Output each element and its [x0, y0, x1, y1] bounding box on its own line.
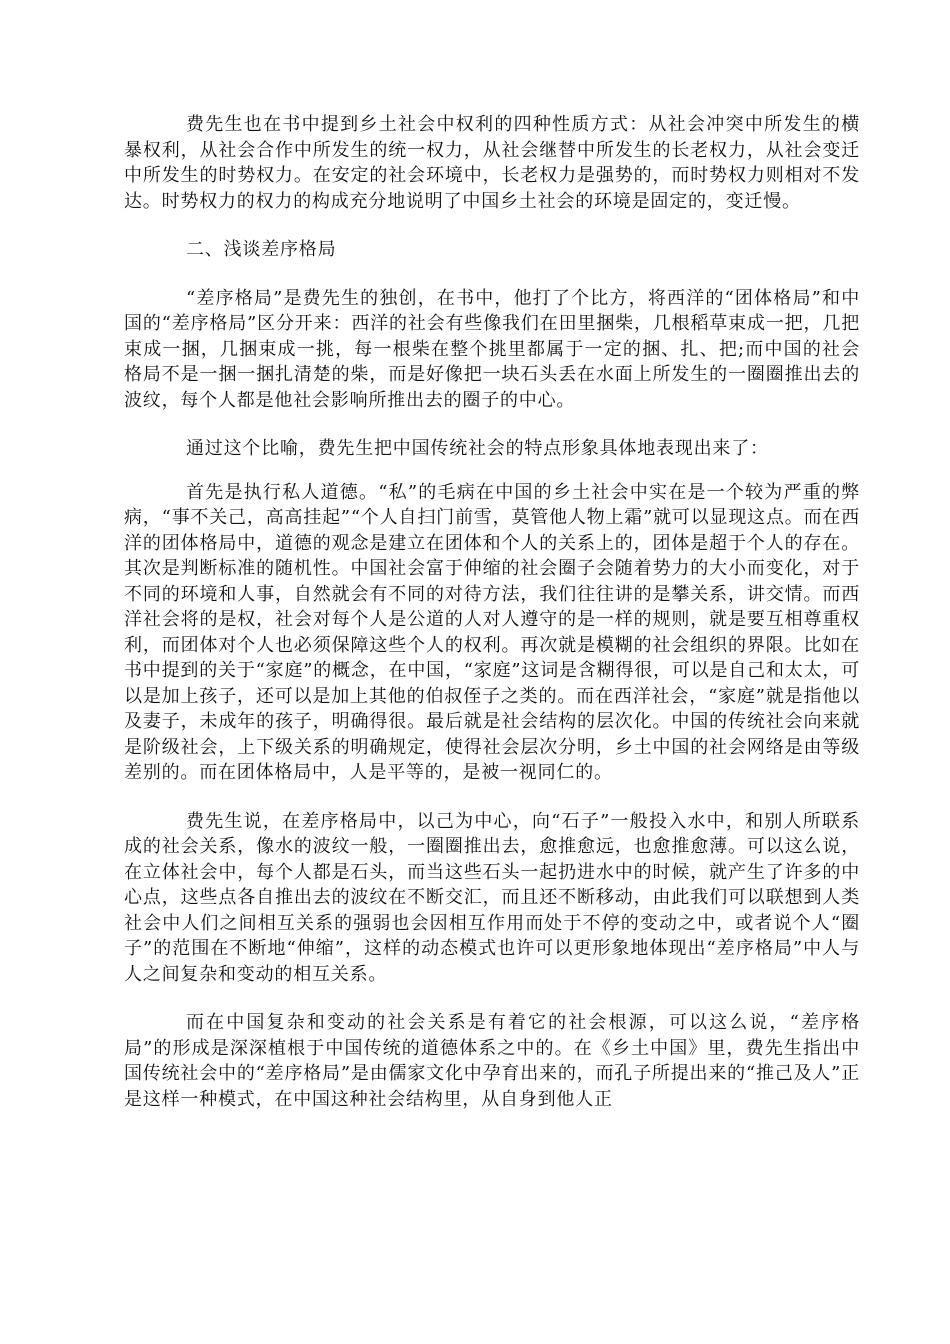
paragraph-roots: 而在中国复杂和变动的社会关系是有着它的社会根源，可以这么说，“差序格局”的形成是深深植根于中国传统的道德体系之中的。在《乡土中国》里，费先生指出中国传统社会中的“差序格局”是由儒家文化中孕育出来的，而孔子所提出来的“推己及人”正是这样一种模式，在中国这种社会结构里，从自身到他人正 — [124, 1012, 860, 1110]
section-heading-chaxu-geju: 二、浅谈差序格局 — [186, 239, 337, 260]
paragraph-features: 首先是执行私人道德。“私”的毛病在中国的乡土社会中实在是一个较为严重的弊病，“事不关己，高高挂起”“个人自扫门前雪，莫管他人物上霜”就可以显现这点。而在西洋的团体格局中，道德的观念是建立在团体和个人的关系上的，团体是超于个人的存在。其次是判断标准的随机性。中国社会富于伸缩的社会圈子会随着势力的大小而变化，对于不同的环境和人事，自然就会有不同的对待方法，我们往往讲的是攀关系，讲交情。而西洋社会将的是权，社会对每个人是公道的人对人遵守的是一样的规则，就是要互相尊重权利，而团体对个人也必须保障这些个人的权利。再次就是模糊的社会组织的界限。比如在书中提到的关于“家庭”的概念，在中国，“家庭”这词是含糊得很，可以是自己和太太，可以是加上孩子，还可以是加上其他的伯叔侄子之类的。而在西洋社会，“家庭”就是指他以及妻子，未成年的孩子，明确得很。最后就是社会结构的层次化。中国的传统社会向来就是阶级社会，上下级关系的明确规定，使得社会层次分明，乡土中国的社会网络是由等级差别的。而在团体格局中，人是平等的，是被一视同仁的。 — [124, 481, 860, 783]
paragraph-metaphor: “差序格局”是费先生的独创，在书中，他打了个比方，将西洋的“团体格局”和中国的“差序格局”区分开来：西洋的社会有些像我们在田里捆柴，几根稻草束成一把，几把束成一捆，几捆束成一挑，每一根柴在整个挑里都属于一定的捆、扎、把;而中国的社会格局不是一捆一捆扎清楚的柴，而是好像把一块石头丢在水面上所发生的一圈圈推出去的波纹，每个人都是他社会影响所推出去的圈子的中心。 — [124, 287, 860, 411]
document-page — [124, 112, 860, 1112]
paragraph-intro-features: 通过这个比喻，费先生把中国传统社会的特点形象具体地表现出来了： — [186, 438, 769, 459]
paragraph-ripples: 费先生说，在差序格局中，以己为中心，向“石子”一般投入水中，和别人所联系成的社会关系，像水的波纹一般，一圈圈推出去，愈推愈远，也愈推愈薄。可以这么说，在立体社会中，每个人都是石头，而当这些石头一起扔进水中的时候，就产生了许多的中心点，这些点各自推出去的波纹在不断交汇，而且还不断移动，由此我们可以联想到人类社会中人们之间相互关系的强弱也会因相互作用而处于不停的变动之中，或者说个人“圈子”的范围在不断地“伸缩”，这样的动态模式也许可以更形象地体现出“差序格局”中人与人之间复杂和变动的相互关系。 — [124, 810, 860, 985]
paragraph-power-types: 费先生也在书中提到乡土社会中权利的四种性质方式：从社会冲突中所发生的横暴权利，从社会合作中所发生的统一权力，从社会继替中所发生的长老权力，从社会变迁中所发生的时势权力。在安定的社会环境中，长老权力是强势的，而时势权力则相对不发达。时势权力的权力的构成充分地说明了中国乡土社会的环境是固定的，变迁慢。 — [124, 114, 860, 212]
